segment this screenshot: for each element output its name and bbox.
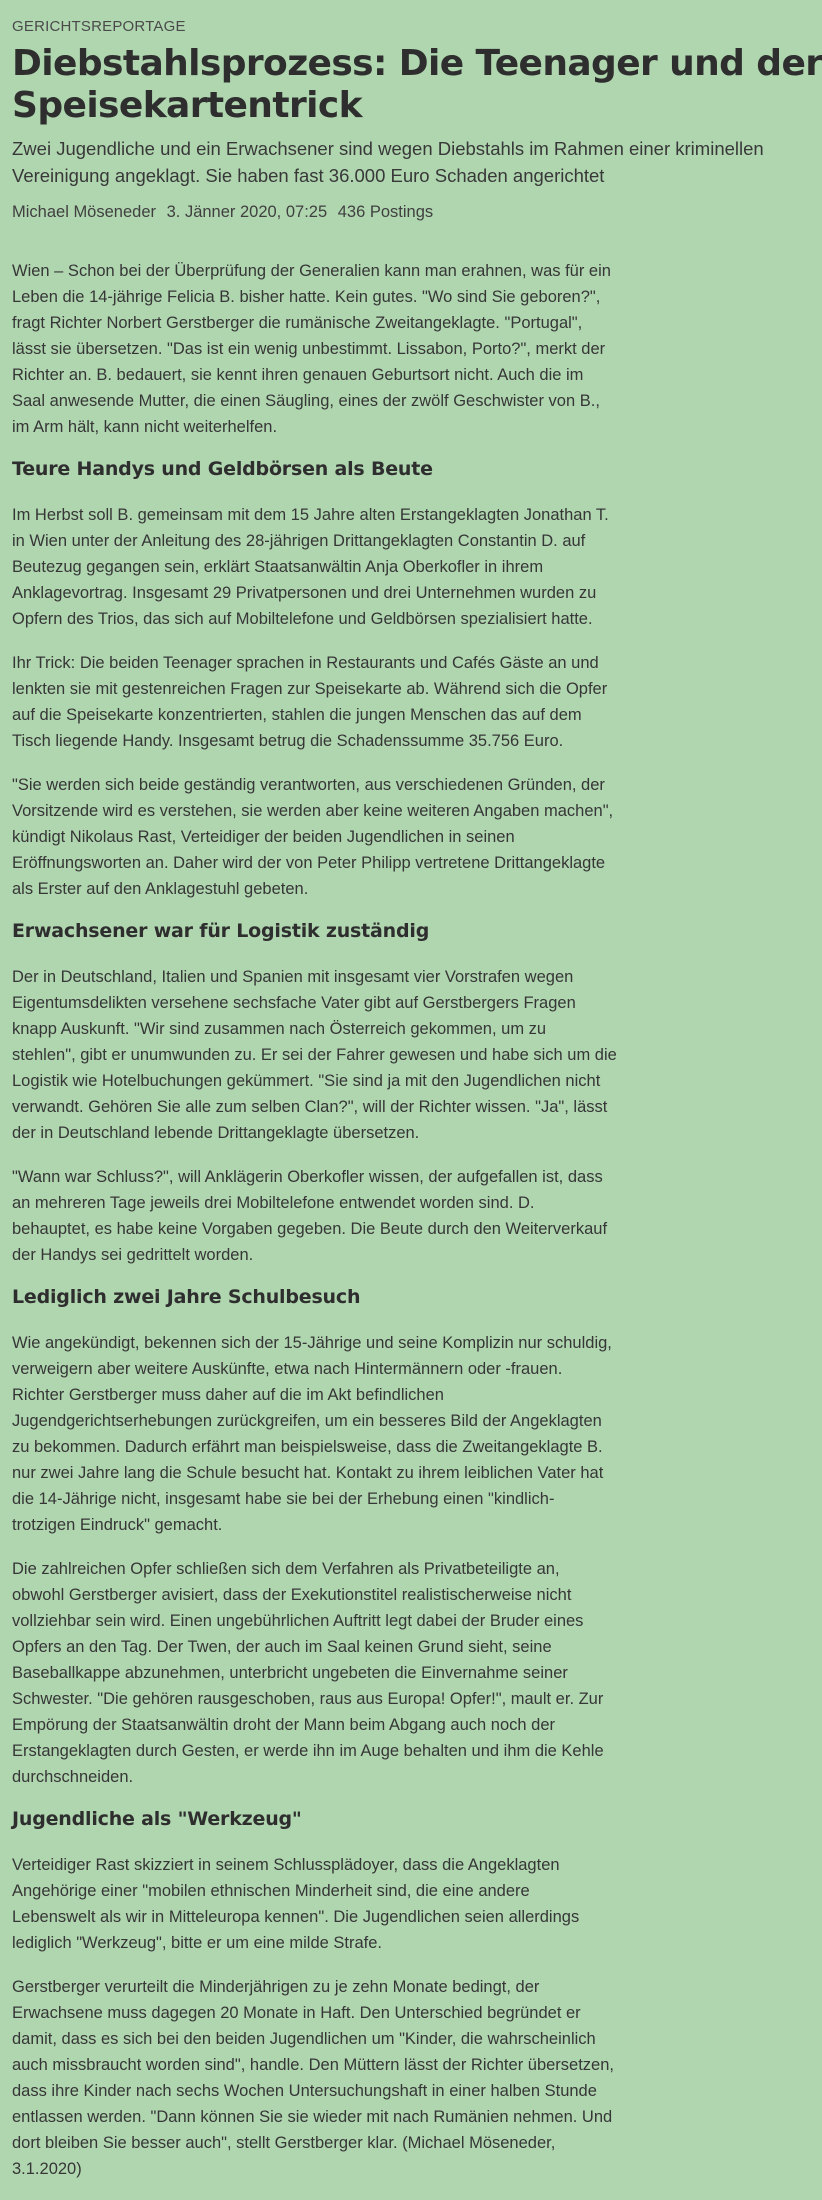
- paragraph-line: Gerstberger verurteilt die Minderjährigen zu je zehn Monate bedingt, der: [12, 1978, 540, 1996]
- lead-line: Vereinigung angeklagt. Sie haben fast 36.000 Euro Schaden angerichtet: [12, 165, 605, 186]
- article-body: [12, 258, 642, 2182]
- paragraph-line: im Arm hält, kann nicht weiterhelfen.: [12, 418, 278, 436]
- paragraph-line: Der in Deutschland, Italien und Spanien mit insgesamt vier Vorstrafen wegen: [12, 968, 574, 986]
- paragraph-line: Saal anwesende Mutter, die einen Säugling, eines der zwölf Geschwister von B.,: [12, 392, 600, 410]
- paragraph-line: Erstangeklagten durch Gesten, er werde ihn im Auge behalten und ihm die Kehle: [12, 1742, 604, 1760]
- paragraph-line: Eröffnungsworten an. Daher wird der von Peter Philipp vertretene Drittangeklagte: [12, 854, 606, 872]
- paragraph-line: in Wien unter der Anleitung des 28-jährigen Drittangeklagten Constantin D. auf: [12, 532, 586, 550]
- paragraph-line: Empörung der Staatsanwältin droht der Mann beim Abgang auch noch der: [12, 1716, 556, 1734]
- paragraph-line: Logistik wie Hotelbuchungen gekümmert. "Sie sind ja mit den Jugendlichen nicht: [12, 1072, 601, 1090]
- paragraph: [12, 1974, 642, 2182]
- headline: [12, 43, 822, 127]
- paragraph-line: auch missbraucht worden sind", handle. Den Müttern lässt der Richter übersetzen,: [12, 2056, 614, 2074]
- paragraph-line: Eigentumsdelikten versehene sechsfache Vater gibt auf Gerstbergers Fragen: [12, 994, 576, 1012]
- paragraph-line: Die zahlreichen Opfer schließen sich dem Verfahren als Privatbeteiligte an,: [12, 1560, 560, 1578]
- paragraph-line: Opfers an den Tag. Der Twen, der auch im Saal keinen Grund sieht, seine: [12, 1638, 552, 1656]
- paragraph-line: behauptet, es habe keine Vorgaben gegeben. Die Beute durch den Weiterverkauf: [12, 1220, 608, 1238]
- paragraph: [12, 772, 642, 902]
- section-kicker[interactable]: GERICHTSREPORTAGE: [12, 18, 186, 35]
- paragraph-line: dass ihre Kinder nach sechs Wochen Untersuchungshaft in einer halben Stunde: [12, 2082, 597, 2100]
- paragraph-line: Leben die 14-jährige Felicia B. bisher hatte. Kein gutes. "Wo sind Sie geboren?",: [12, 288, 601, 306]
- paragraph-line: 3.1.2020): [12, 2160, 82, 2178]
- article-meta: [12, 203, 642, 222]
- subheading: Lediglich zwei Jahre Schulbesuch: [12, 1286, 361, 1308]
- paragraph-line: Wie angekündigt, bekennen sich der 15-Jährige und seine Komplizin nur schuldig,: [12, 1334, 612, 1352]
- paragraph-line: Baseballkappe abzunehmen, unterbricht ungebeten die Einvernahme seiner: [12, 1664, 568, 1682]
- paragraph-line: verwandt. Gehören Sie alle zum selben Clan?", will der Richter wissen. "Ja", lässt: [12, 1098, 608, 1116]
- paragraph-line: Beutezug gegangen sein, erklärt Staatsanwältin Anja Oberkofler in ihrem: [12, 558, 544, 576]
- lead-line: Zwei Jugendliche und ein Erwachsener sind wegen Diebstahls im Rahmen einer kriminellen: [12, 138, 764, 159]
- postings-link[interactable]: 436 Postings: [337, 203, 434, 221]
- paragraph: [12, 964, 642, 1146]
- paragraph-line: stehlen", gibt er unumwunden zu. Er sei der Fahrer gewesen und habe sich um die: [12, 1046, 617, 1064]
- paragraph-line: an mehreren Tage jeweils drei Mobiltelefone entwendet worden sind. D.: [12, 1194, 535, 1212]
- paragraph: [12, 1556, 642, 1790]
- paragraph: [12, 650, 642, 754]
- subheading: Jugendliche als "Werkzeug": [12, 1808, 302, 1830]
- paragraph: [12, 1330, 642, 1538]
- paragraph: [12, 1164, 642, 1268]
- paragraph: [12, 1852, 642, 1956]
- subheading: Erwachsener war für Logistik zuständig: [12, 920, 430, 942]
- paragraph: [12, 502, 642, 632]
- paragraph-line: Erwachsene muss dagegen 20 Monate in Haft. Den Unterschied begründet er: [12, 2004, 581, 2022]
- paragraph-line: als Erster auf den Anklagestuhl gebeten.: [12, 880, 309, 898]
- paragraph-line: Im Herbst soll B. gemeinsam mit dem 15 Jahre alten Erstangeklagten Jonathan T.: [12, 506, 609, 524]
- paragraph-line: dort bleiben Sie besser auch", stellt Gerstberger klar. (Michael Möseneder,: [12, 2134, 556, 2152]
- paragraph-line: obwohl Gerstberger avisiert, dass der Exekutionstitel realistischerweise nicht: [12, 1586, 572, 1604]
- paragraph-line: Opfern des Trios, das sich auf Mobiltelefone und Geldbörsen spezialisiert hatte.: [12, 610, 593, 628]
- paragraph-line: kündigt Nikolaus Rast, Verteidiger der beiden Jugendlichen in seinen: [12, 828, 515, 846]
- paragraph: [12, 258, 642, 440]
- paragraph-line: Schwester. "Die gehören rausgeschoben, raus aus Europa! Opfer!", mault er. Zur: [12, 1690, 604, 1708]
- paragraph-line: nur zwei Jahre lang die Schule besucht hat. Kontakt zu ihrem leiblichen Vater hat: [12, 1464, 604, 1482]
- paragraph-line: verweigern aber weitere Auskünfte, etwa nach Hintermännern oder -frauen.: [12, 1360, 563, 1378]
- paragraph-line: auf die Speisekarte konzentrierten, stahlen die jungen Menschen das auf dem: [12, 706, 582, 724]
- paragraph-line: Angehörige einer "mobilen ethnischen Minderheit sind, die eine andere: [12, 1882, 530, 1900]
- paragraph-line: zu bekommen. Dadurch erfährt man beispielsweise, dass die Zweitangeklagte B.: [12, 1438, 603, 1456]
- paragraph-line: "Wann war Schluss?", will Anklägerin Oberkofler wissen, der aufgefallen ist, dass: [12, 1168, 603, 1186]
- paragraph-line: Tisch liegende Handy. Insgesamt betrug die Schadenssumme 35.756 Euro.: [12, 732, 564, 750]
- paragraph-line: Lebenswelt als wir in Mitteleuropa kennen". Die Jugendlichen seien allerdings: [12, 1908, 580, 1926]
- paragraph-line: trotzigen Eindruck" gemacht.: [12, 1516, 223, 1534]
- paragraph-line: Wien – Schon bei der Überprüfung der Generalien kann man erahnen, was für ein: [12, 262, 611, 280]
- paragraph-line: knapp Auskunft. "Wir sind zusammen nach Österreich gekommen, um zu: [12, 1020, 547, 1038]
- publish-date: 3. Jänner 2020, 07:25: [166, 203, 328, 221]
- paragraph-line: entlassen werden. "Dann können Sie sie wieder mit nach Rumänien nehmen. Und: [12, 2108, 613, 2126]
- paragraph-line: Verteidiger Rast skizziert in seinem Schlussplädoyer, dass die Angeklagten: [12, 1856, 560, 1874]
- headline-line: Speisekartentrick: [12, 85, 362, 126]
- paragraph-line: fragt Richter Norbert Gerstberger die rumänische Zweitangeklagte. "Portugal",: [12, 314, 583, 332]
- paragraph-line: durchschneiden.: [12, 1768, 134, 1786]
- paragraph-line: Ihr Trick: Die beiden Teenager sprachen in Restaurants und Cafés Gäste an und: [12, 654, 599, 672]
- paragraph-line: der in Deutschland lebende Drittangeklagte übersetzen.: [12, 1124, 420, 1142]
- paragraph-line: lenkten sie mit gestenreichen Fragen zur Speisekarte ab. Während sich die Opfer: [12, 680, 608, 698]
- paragraph-line: lediglich "Werkzeug", bitte er um eine milde Strafe.: [12, 1934, 382, 1952]
- paragraph-line: der Handys sei gedrittelt worden.: [12, 1246, 254, 1264]
- subheading: Teure Handys und Geldbörsen als Beute: [12, 458, 433, 480]
- headline-line: Diebstahlsprozess: Die Teenager und der: [12, 43, 822, 84]
- paragraph-line: Anklagevortrag. Insgesamt 29 Privatpersonen und drei Unternehmen wurden zu: [12, 584, 597, 602]
- paragraph-line: Richter Gerstberger muss daher auf die im Akt befindlichen: [12, 1386, 444, 1404]
- paragraph-line: damit, dass es sich bei den beiden Jugendlichen um "Kinder, die wahrscheinlich: [12, 2030, 596, 2048]
- paragraph-line: Jugendgerichtserhebungen zurückgreifen, um ein besseres Bild der Angeklagten: [12, 1412, 602, 1430]
- paragraph-line: "Sie werden sich beide geständig verantworten, aus verschiedenen Gründen, der: [12, 776, 605, 794]
- paragraph-line: lässt sie übersetzen. "Das ist ein wenig unbestimmt. Lissabon, Porto?", merkt der: [12, 340, 606, 358]
- author-link[interactable]: Michael Möseneder: [12, 203, 156, 221]
- paragraph-line: vollziehbar sein wird. Einen ungebührlichen Auftritt legt dabei der Bruder eines: [12, 1612, 584, 1630]
- paragraph-line: Richter an. B. bedauert, sie kennt ihren genauen Geburtsort nicht. Auch die im: [12, 366, 584, 384]
- paragraph-line: die 14-Jährige nicht, insgesamt habe sie bei der Erhebung einen "kindlich-: [12, 1490, 555, 1508]
- paragraph-line: Vorsitzende wird es verstehen, sie werden aber keine weiteren Angaben machen",: [12, 802, 614, 820]
- lead-paragraph: [12, 135, 764, 189]
